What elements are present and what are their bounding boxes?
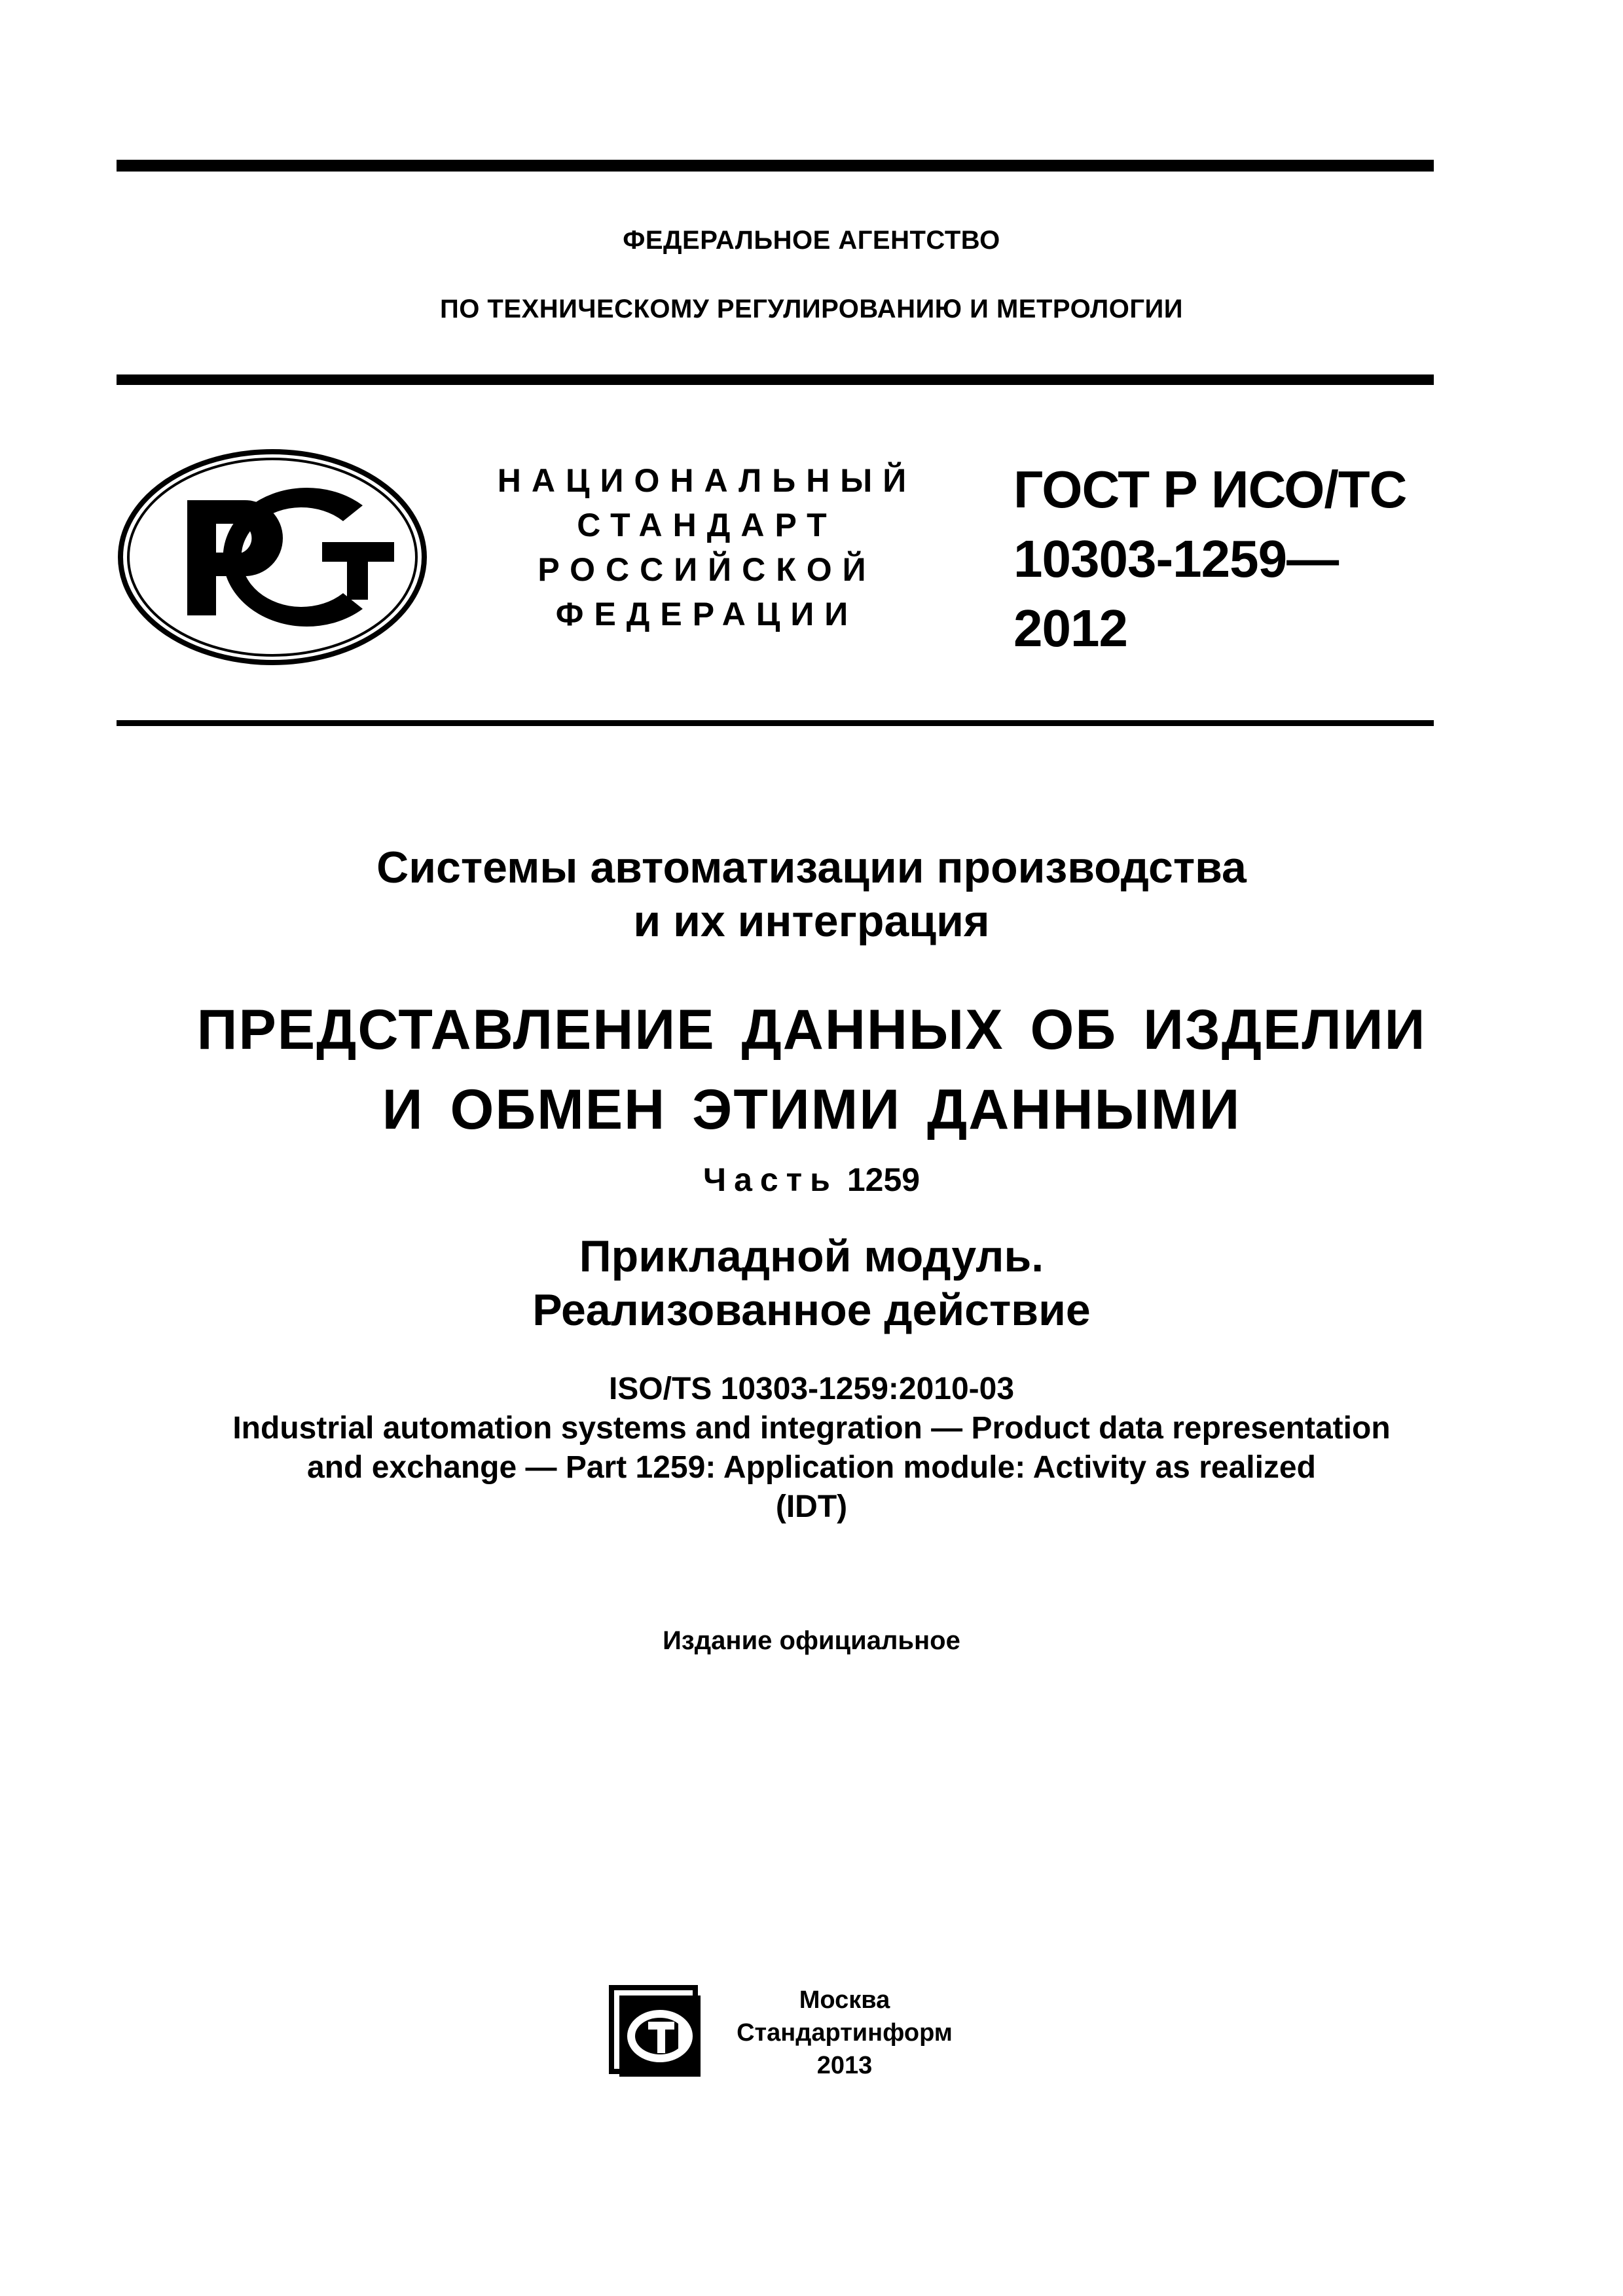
national-line-1: НАЦИОНАЛЬНЫЙ	[497, 462, 917, 499]
middle-rule	[117, 374, 1434, 385]
main-title-line-1: ПРЕДСТАВЛЕНИЕ ДАННЫХ ОБ ИЗДЕЛИИ	[196, 998, 1427, 1061]
module-title	[0, 1230, 1623, 1337]
module-line-2: Реализованное действие	[532, 1285, 1091, 1335]
national-line-4: ФЕДЕРАЦИИ	[555, 596, 859, 632]
agency-name-line-2: ПО ТЕХНИЧЕСКОМУ РЕГУЛИРОВАНИЮ И МЕТРОЛОГИИ	[439, 295, 1184, 323]
gost-line-3: 2012	[1013, 599, 1127, 657]
iso-line-2: Industrial automation systems and integration — Product data representation	[232, 1411, 1391, 1446]
module-line-1: Прикладной модуль.	[579, 1231, 1044, 1281]
main-title	[0, 990, 1623, 1150]
gost-line-2: 10303-1259—	[1013, 530, 1339, 588]
standard-designation	[1013, 455, 1459, 663]
main-title-line-2: И ОБМЕН ЭТИМИ ДАННЫМИ	[382, 1078, 1241, 1141]
iso-line-3: and exchange — Part 1259: Application module: Activity as realized	[307, 1450, 1316, 1485]
national-standard-label	[458, 458, 956, 636]
series-line-2: и их интеграция	[633, 896, 990, 946]
top-rule	[117, 160, 1434, 172]
publisher-name: Стандартинформ	[737, 2019, 953, 2047]
publisher-year: 2013	[816, 2052, 873, 2079]
part-label	[0, 1160, 1623, 1199]
national-line-3: РОССИЙСКОЙ	[538, 551, 877, 588]
series-title	[0, 841, 1623, 948]
national-line-2: СТАНДАРТ	[577, 507, 837, 543]
iso-line-4: (IDT)	[775, 1489, 848, 1524]
iso-reference	[0, 1370, 1623, 1527]
series-line-1: Системы автоматизации производства	[376, 843, 1247, 892]
rst-logo	[117, 448, 428, 666]
publisher-info	[720, 1984, 969, 2082]
publisher-city: Москва	[799, 1986, 890, 2014]
gost-line-1: ГОСТ Р ИСО/ТС	[1013, 460, 1407, 519]
agency-name-line-1: ФЕДЕРАЛЬНОЕ АГЕНТСТВО	[623, 226, 1000, 255]
edition-label: Издание официальное	[663, 1626, 960, 1655]
bottom-rule	[117, 720, 1434, 726]
part-word: Часть	[702, 1161, 838, 1198]
standartinform-logo	[608, 1984, 706, 2081]
iso-line-1: ISO/TS 10303-1259:2010-03	[608, 1372, 1015, 1406]
part-number: 1259	[847, 1161, 921, 1198]
